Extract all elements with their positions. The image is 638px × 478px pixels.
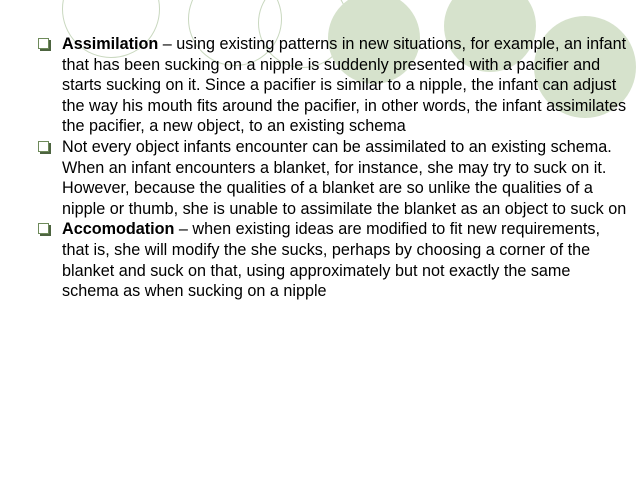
- bullet-item-accomodation: [38, 219, 628, 301]
- checkbox-bullet-icon: [38, 141, 49, 152]
- bullet-text: – when existing ideas are modified to fit new requirements, that is, she will modify the she sucks, perhaps by choosing a corner of the blanket and suck on that, using approximately but not exactly the same schema as when sucking on a nipple: [62, 220, 601, 301]
- bullet-term: Accomodation: [62, 220, 175, 239]
- bullet-term: Assimilation: [62, 35, 159, 53]
- checkbox-bullet-icon: [38, 223, 49, 234]
- bullet-text: – using existing patterns in new situations, for example, an infant that has been sucking on a nipple is suddenly presented with a pacifier and starts sucking on it. Since a pacifier is similar to a nipple, the infant can adjust the way his mouth fits around the pacifier, in other words, the infant assimilates the pacifier, a new object, to an existing schema: [62, 35, 627, 136]
- checkbox-bullet-icon: [38, 38, 49, 49]
- bullet-item-assimilation: [38, 34, 628, 137]
- bullet-text: Not every object infants encounter can be assimilated to an existing schema. When an infant encounters a blanket, for instance, she may try to suck on it. However, because the qualities of a blanket are so unlike the qualities of a nipple or thumb, she is unable to assimilate the blanket as an object to suck on: [62, 137, 627, 218]
- bullet-item-blanket: [38, 137, 628, 219]
- slide-body: [38, 34, 628, 302]
